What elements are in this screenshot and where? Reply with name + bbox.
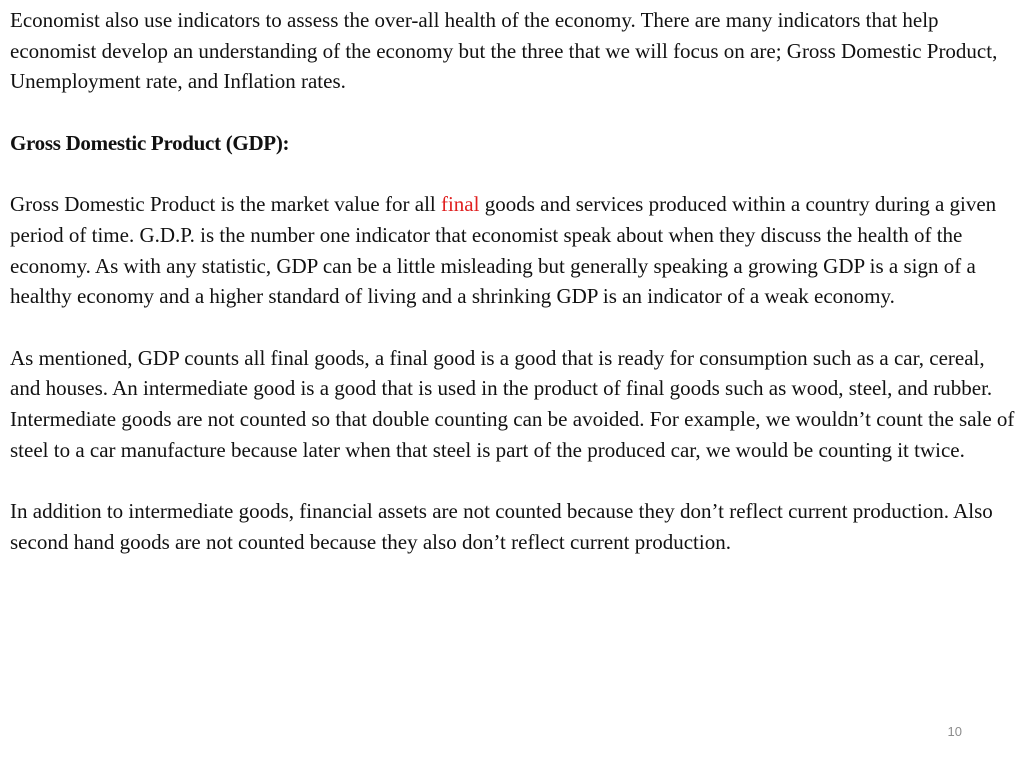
gdp-definition-text-start: Gross Domestic Product is the market value for all: [10, 192, 441, 217]
gdp-definition-text-end: goods and services produced within a country during a given period of time. G.D.P. is the number one indicator that economist speak about when they discuss the health of the economy. As with any statistic, GDP can be a little misleading but generally speaking a growing GDP is a sign of a healthy economy and a higher standard of living and a shrinking GDP is an indicator of a weak economy.: [10, 192, 997, 309]
exclusions-paragraph: In addition to intermediate goods, financial assets are not counted because they don’t reflect current production. Also second hand goods are not counted because they also don’t reflect current production.: [10, 499, 993, 554]
intro-paragraph: Economist also use indicators to assess the over-all health of the economy. There are many indicators that help economist develop an understanding of the economy but the three that we will focus on are; Gross Domestic Product, Unemployment rate, and Inflation rates.: [10, 8, 998, 94]
final-goods-paragraph: As mentioned, GDP counts all final goods, a final good is a good that is ready for consumption such as a car, cereal, and houses. An intermediate good is a good that is used in the product of final goods such as wood, steel, and rubber. Intermediate goods are not counted so that double counting can be avoided. For example, we wouldn’t count the sale of steel to a car manufacture because later when that steel is part of the produced car, we would be counting it twice.: [10, 345, 1015, 462]
final-highlight-word: final: [440, 192, 480, 217]
slide-text-body: [10, 5, 1018, 588]
gdp-definition-paragraph: [10, 189, 1018, 312]
page-number: 10: [947, 724, 962, 739]
gdp-heading: Gross Domestic Product (GDP):: [10, 130, 290, 155]
